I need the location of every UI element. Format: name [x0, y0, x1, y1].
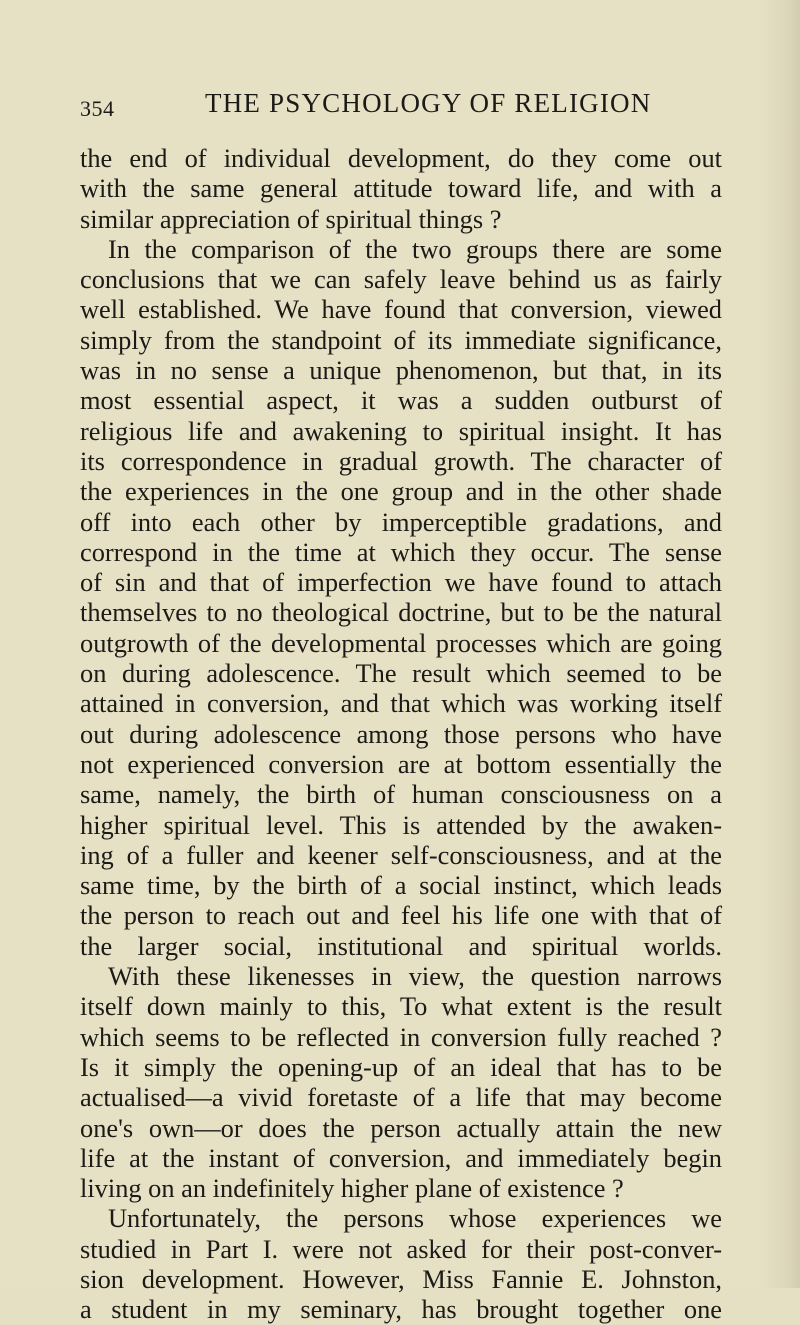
text-line: the larger social, institutional and spiritual worlds. — [80, 930, 722, 961]
text-line: itself down mainly to this, To what extent is the result — [80, 991, 722, 1022]
text-line: In the comparison of the two groups there are some — [108, 233, 722, 264]
text-line: the person to reach out and feel his life one with that of — [80, 900, 722, 931]
text-line: same time, by the birth of a social instinct, which leads — [80, 870, 722, 901]
text-line: on during adolescence. The result which seemed to be — [80, 658, 722, 689]
text-line: living on an indefinitely higher plane of existence ? — [80, 1173, 624, 1204]
text-line: life at the instant of conversion, and immediately begin — [80, 1142, 722, 1173]
text-line: which seems to be reflected in conversion fully reached ? — [80, 1021, 722, 1052]
text-line: ing of a fuller and keener self-consciousness, and at the — [80, 839, 722, 870]
text-line: was in no sense a unique phenomenon, but that, in its — [80, 355, 722, 386]
text-line: simply from the standpoint of its immediate significance, — [80, 324, 722, 355]
text-line: higher spiritual level. This is attended by the awaken- — [80, 809, 722, 840]
text-line: out during adolescence among those persons who have — [80, 718, 722, 749]
text-line: Unfortunately, the persons whose experiences we — [108, 1203, 722, 1234]
text-line: religious life and awakening to spiritual insight. It has — [80, 415, 722, 446]
text-line: actualised—a vivid foretaste of a life that may become — [80, 1082, 722, 1113]
text-line: outgrowth of the developmental processes which are going — [80, 627, 722, 658]
text-line: Is it simply the opening-up of an ideal that has to be — [80, 1051, 722, 1082]
text-line: sion development. However, Miss Fannie E. Johnston, — [80, 1263, 722, 1294]
text-line: the experiences in the one group and in the other shade — [80, 476, 722, 507]
text-line: off into each other by imperceptible gradations, and — [80, 506, 722, 537]
text-line: With these likenesses in view, the question narrows — [108, 961, 722, 992]
text-line: its correspondence in gradual growth. The character of — [80, 445, 722, 476]
text-line: the end of individual development, do they come out — [80, 143, 722, 173]
text-line: most essential aspect, it was a sudden outburst of — [80, 385, 722, 416]
text-line: a student in my seminary, has brought together one — [80, 1294, 722, 1325]
text-line: of sin and that of imperfection we have found to attach — [80, 567, 722, 598]
text-line: not experienced conversion are at bottom essentially the — [80, 748, 722, 779]
text-line: attained in conversion, and that which was working itself — [80, 688, 722, 719]
text-line: well established. We have found that conversion, viewed — [80, 294, 722, 325]
body-text — [80, 143, 722, 1325]
text-line: with the same general attitude toward life, and with a — [80, 173, 722, 204]
text-line: correspond in the time at which they occur. The sense — [80, 536, 722, 567]
text-line: conclusions that we can safely leave behind us as fairly — [80, 264, 722, 295]
text-line: studied in Part I. were not asked for their post-conver- — [80, 1233, 722, 1264]
running-head: THE PSYCHOLOGY OF RELIGION — [205, 88, 652, 118]
text-line: themselves to no theological doctrine, but to be the natural — [80, 597, 722, 628]
text-line: one's own—or does the person actually attain the new — [80, 1112, 722, 1143]
page-header — [80, 88, 720, 124]
text-line: same, namely, the birth of human consciousness on a — [80, 779, 722, 810]
text-line: similar appreciation of spiritual things ? — [80, 203, 502, 234]
page-number: 354 — [80, 96, 115, 121]
